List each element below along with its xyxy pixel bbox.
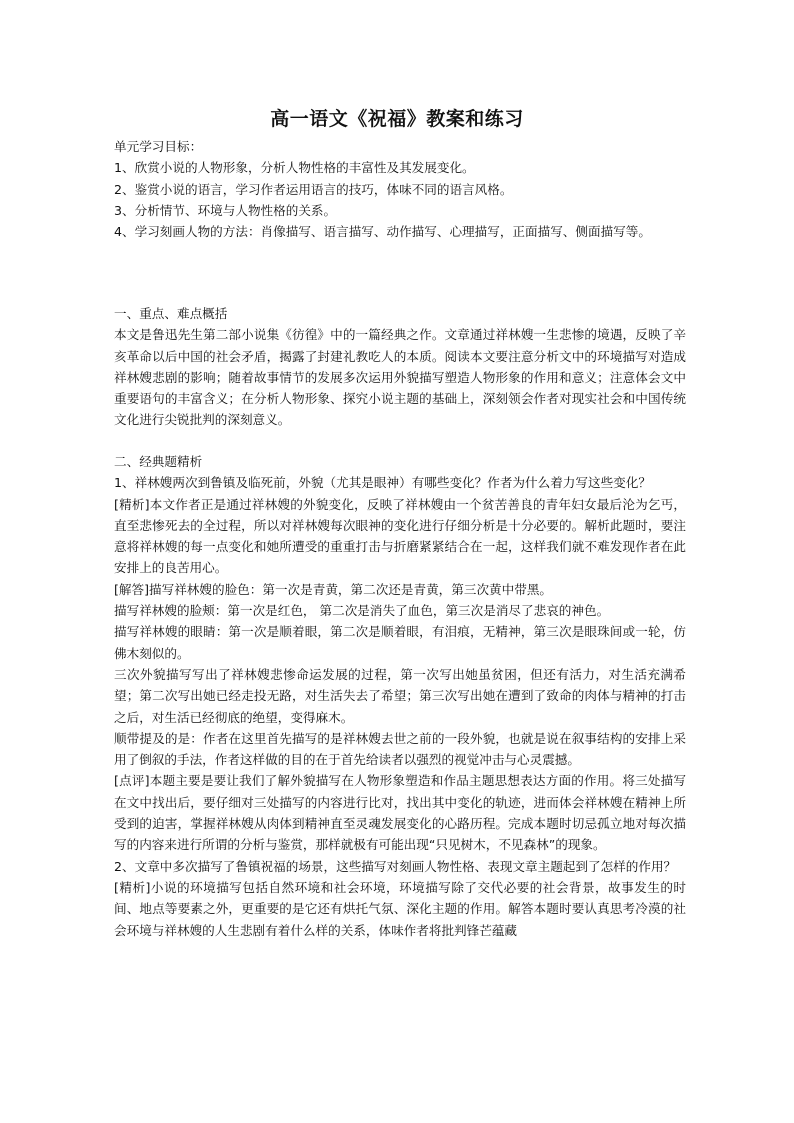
answer-paragraph: [解答]描写祥林嫂的脸色：第一次是青黄，第二次还是青黄，第三次黄中带黑。 (114, 581, 553, 597)
objective-item: 3、分析情节、环境与人物性格的关系。 (114, 202, 337, 218)
objectives-heading: 单元学习目标： (114, 139, 203, 154)
answer-paragraph: 描写祥林嫂的眼睛：第一次是顺着眼，第二次是顺着眼，有泪痕，无精神，第三次是眼珠间或一轮，仿佛木刻似的。 (114, 624, 686, 661)
question-paragraph: 1、祥林嫂两次到鲁镇及临死前，外貌（尤其是眼神）有哪些变化？作者为什么着力写这些变化？ (114, 475, 651, 491)
analysis-paragraph: [精析]本文作者正是通过祥林嫂的外貌变化，反映了祥林嫂由一个贫苦善良的青年妇女最后沦为乞丐，直至悲惨死去的全过程，所以对祥林嫂每次眼神的变化进行仔细分析是十分必要的。解析此题时，要注意将祥林嫂的每一点变化和她所遭受的重重打击与折磨紧紧结合在一起，这样我们就不难发现作者在此安排上的良苦用心。 (114, 496, 686, 576)
section-heading: 二、经典题精析 (114, 454, 203, 469)
answer-paragraph: 三次外貌描写写出了祥林嫂悲惨命运发展的过程，第一次写出她虽贫困，但还有活力，对生活充满希望；第二次写出她已经走投无路，对生活失去了希望；第三次写出她在遭到了致命的肉体与精神的打击之后，对生活已经彻底的绝望，变得麻木。 (114, 666, 686, 725)
section-key-points (114, 303, 686, 431)
learning-objectives (114, 136, 686, 242)
answer-paragraph: 描写祥林嫂的脸颊：第一次是红色， 第二次是消失了血色，第三次是消尽了悲哀的神色。 (114, 603, 610, 619)
objective-item: 4、学习刻画人物的方法：肖像描写、语言描写、动作描写、心理描写，正面描写、侧面描写等。 (114, 224, 651, 240)
answer-paragraph: 顺带提及的是：作者在这里首先描写的是祥林嫂去世之前的一段外貌，也就是说在叙事结构的安排上采用了倒叙的手法，作者这样做的目的在于首先给读者以强烈的视觉冲击与心灵震撼。 (114, 730, 686, 768)
question-paragraph: 2、文章中多次描写了鲁镇祝福的场景，这些描写对刻画人物性格、表现文章主题起到了怎样的作用？ (114, 858, 677, 874)
section-classic-questions (114, 451, 686, 941)
comment-paragraph: [点评]本题主要是要让我们了解外貌描写在人物形象塑造和作品主题思想表达方面的作用。将三处描写在文中找出后，要仔细对三处描写的内容进行比对，找出其中变化的轨迹，进而体会祥林嫂在精神上所受到的迫害，掌握祥林嫂从肉体到精神直至灵魂发展变化的心路历程。完成本题时切忌孤立地对每次描写的内容来进行所谓的分析与鉴赏，那样就极有可能出现“只见树木，不见森林”的现象。 (114, 773, 686, 853)
section-paragraph: 本文是鲁迅先生第二部小说集《彷徨》中的一篇经典之作。文章通过祥林嫂一生悲惨的境遇，反映了辛亥革命以后中国的社会矛盾，揭露了封建礼教吃人的本质。阅读本文要注意分析文中的环境描写对造成祥林嫂悲剧的影响；随着故事情节的发展多次运用外貌描写塑造人物形象的作用和意义；注意体会文中重要语句的丰富含义；在分析人物形象、探究小说主题的基础上，深刻领会作者对现实社会和中国传统文化进行尖锐批判的深刻意义。 (114, 327, 686, 428)
objective-item: 2、鉴赏小说的语言，学习作者运用语言的技巧，体味不同的语言风格。 (114, 181, 513, 197)
analysis-paragraph: [精析]小说的环境描写包括自然环境和社会环境，环境描写除了交代必要的社会背景，故事发生的时间、地点等要素之外，更重要的是它还有烘托气氛、深化主题的作用。解答本题时要认真思考冷漠的社会环境与祥林嫂的人生悲剧有着什么样的关系，体味作者将批判锋芒蕴藏 (114, 879, 686, 938)
page-title: 高一语文《祝福》教案和练习 (270, 108, 524, 130)
section-heading: 一、重点、难点概括 (114, 306, 228, 321)
objective-item: 1、欣赏小说的人物形象，分析人物性格的丰富性及其发展变化。 (114, 160, 475, 176)
